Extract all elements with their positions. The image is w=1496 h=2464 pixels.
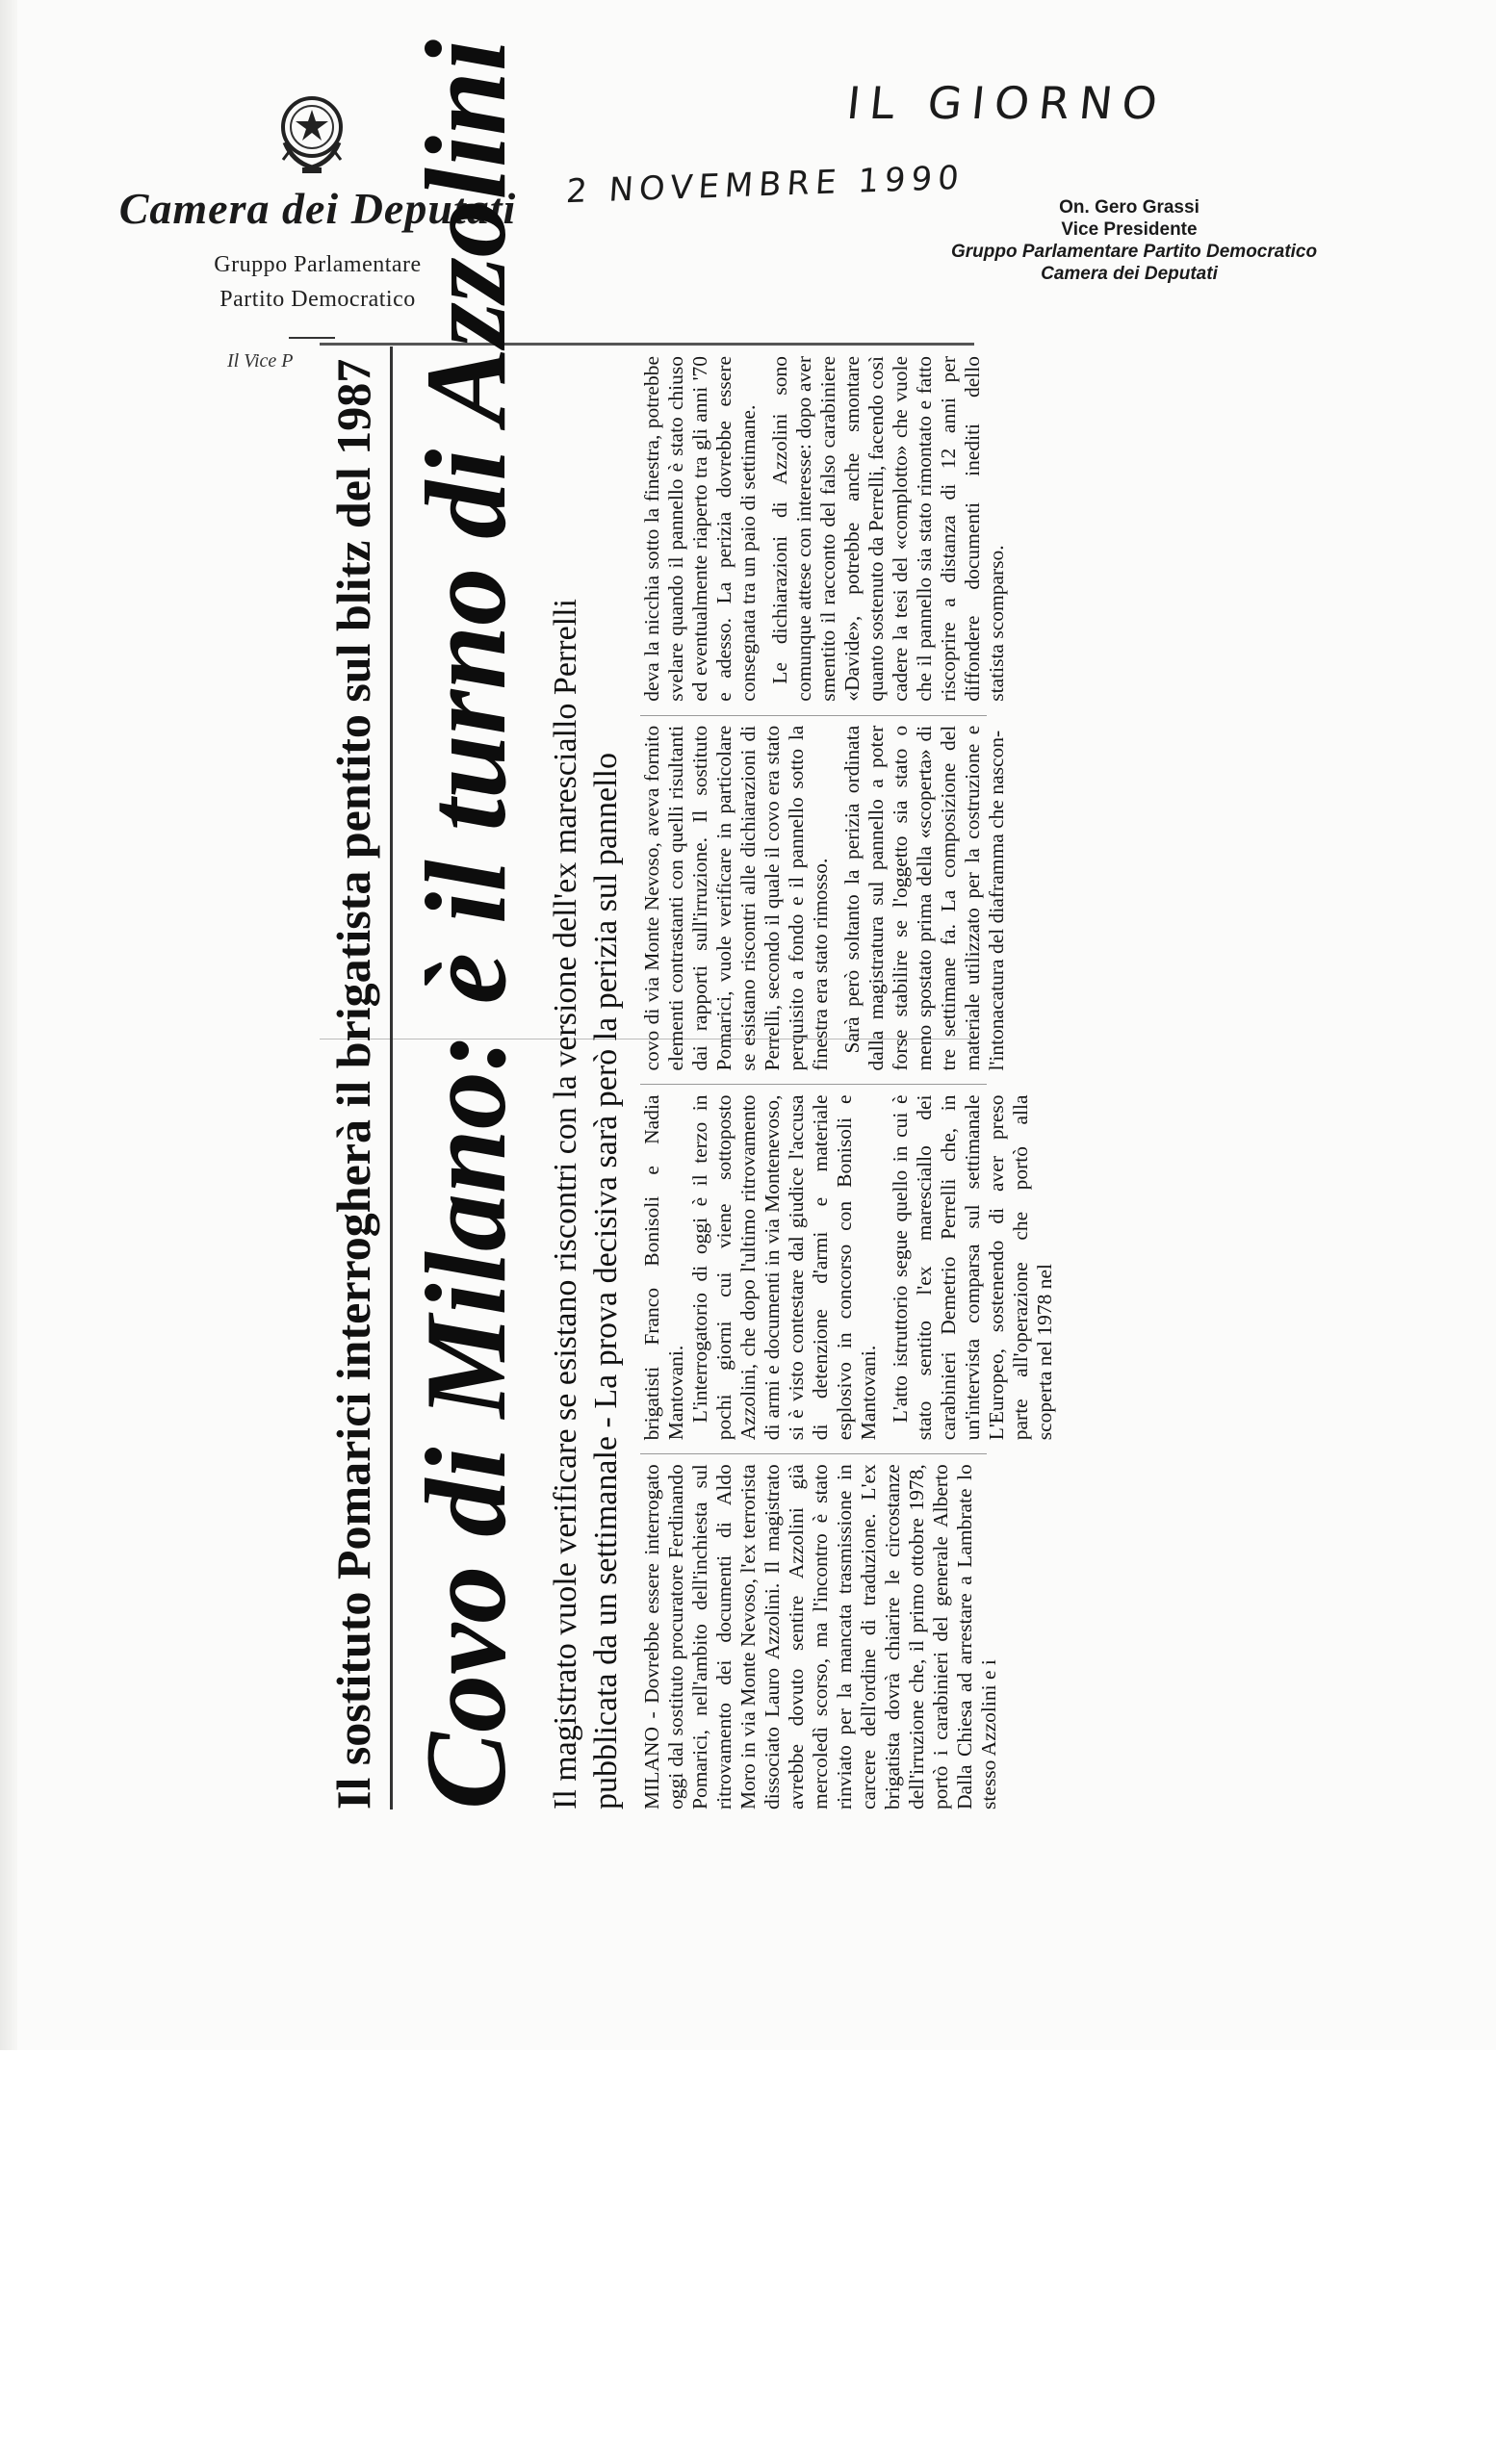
- handwritten-newspaper-name: IL GIORNO: [844, 77, 1170, 129]
- chamber-name: Camera dei Deputati: [118, 184, 517, 233]
- article-deck: [546, 346, 627, 1810]
- deck-line-2: pubblicata da un settimanale - La prova decisiva sarà però la perizia sul pannello: [588, 753, 624, 1810]
- scan-edge-shadow: [0, 0, 17, 2050]
- stamp-group: Gruppo Parlamentare Partito Democratico: [951, 242, 1318, 262]
- paragraph: L'atto istruttorio segue quello in cui è stato sentito l'ex maresciallo dei carabinieri Demetrio Perrelli che, in un'intervista comparsa sul settimanale L'Europeo, sostenendo di aver preso parte all'operazione che portò alla scoperta nel 1978 nel: [889, 1094, 1056, 1441]
- article-column-3: [640, 715, 1008, 1071]
- article-headline: Covo di Milano: è il turno di Azzolini: [401, 38, 529, 1810]
- article-kicker: Il sostituto Pomarici interrogherà il brigatista pentito sul blitz del 1987: [322, 346, 393, 1810]
- article-column-4: [640, 346, 1008, 702]
- article-body: [640, 346, 1056, 1810]
- paragraph: MILANO - Dovrebbe essere interrogato oggi dal sostituto procuratore Ferdinando Pomarici, nell'ambito dell'inchiesta sul ritrovamento dei documenti di Aldo Moro in via Monte Nevoso, l'ex terrorista dissociato Lauro Azzolini. Il magistrato avrebbe dovuto sentire Azzolini già mercoledì scorso, ma l'incontro è stato rinviato per la mancata trasmissione in carcere dell'ordine di traduzione. L'ex brigatista dovrà chiarire le circostanze dell'irruzione che, il primo ottobre 1978, portò i carabinieri del generale Alberto Dalla Chiesa ad arrestare a Lambrate lo stesso Azzolini e i: [640, 1464, 1000, 1810]
- deputy-stamp: [951, 196, 1318, 285]
- letterhead-divider: [289, 337, 335, 339]
- article-column-2: [640, 1085, 1056, 1441]
- deck-line-1: Il magistrato vuole verificare se esistano riscontri con la versione dell'ex maresciallo Perrelli: [548, 599, 583, 1810]
- handwritten-date: 2 NOVEMBRE 1990: [564, 158, 967, 212]
- stamp-name: On. Gero Grassi: [1059, 197, 1199, 218]
- paragraph: brigatisti Franco Bonisoli e Nadia Mantovani.: [640, 1094, 687, 1441]
- paragraph: deva la nicchia sotto la finestra, potrebbe svelare quando il pannello è stato chiuso ed eventualmente riaperto tra gli anni '70 e adesso. La perizia dovrebbe essere consegnata tra un paio di settimane.: [640, 356, 760, 702]
- paragraph: L'interrogatorio di oggi è il terzo in pochi giorni cui viene sottoposto Azzolini, che dopo l'ultimo ritrovamento di armi e documenti in via Montenevoso, si è visto contestare dal giudice l'accusa di detenzione d'armi e materiale esplosivo in concorso con Bonisoli e Mantovani.: [688, 1094, 880, 1441]
- vice-president-label: Il Vice P: [227, 350, 294, 372]
- stamp-role: Vice Presidente: [1061, 219, 1198, 240]
- stamp-chamber: Camera dei Deputati: [1041, 264, 1218, 284]
- group-name-line2: Partito Democratico: [219, 287, 416, 312]
- italian-republic-emblem-icon: [273, 85, 350, 177]
- article-column-1: [640, 1453, 1000, 1810]
- paragraph: Le dichiarazioni di Azzolini sono comunque attese con interesse: dopo aver smentito il racconto del falso carabiniere «Davide», potrebbe anche smontare quanto sostenuto da Perrelli, facendo così cadere la tesi del «complotto» che vuole che il pannello sia stato rimontato e fatto riscoprire a distanza di 12 anni per diffondere documenti inediti dello statista scomparso.: [768, 356, 1008, 702]
- paragraph: covo di via Monte Nevoso, aveva fornito elementi contrastanti con quelli risultanti dai rapporti sull'irruzione. Il sostituto Pomarici, vuole verificare in particolare se esistano riscontri alle dichiarazioni di Perrelli, secondo il quale il covo era stato perquisito a fondo e il pannello sotto la finestra era stato rimosso.: [640, 725, 832, 1071]
- group-name-line1: Gruppo Parlamentare: [214, 252, 422, 277]
- paragraph: Sarà però soltanto la perizia ordinata dalla magistratura sul pannello a poter forse stabilire se l'oggetto sia stato o meno spostato prima della «scoperta» di tre settimane fa. La composizione del materiale utilizzato per la costruzione e l'intonacatura del diaframma che nascon-: [840, 725, 1008, 1071]
